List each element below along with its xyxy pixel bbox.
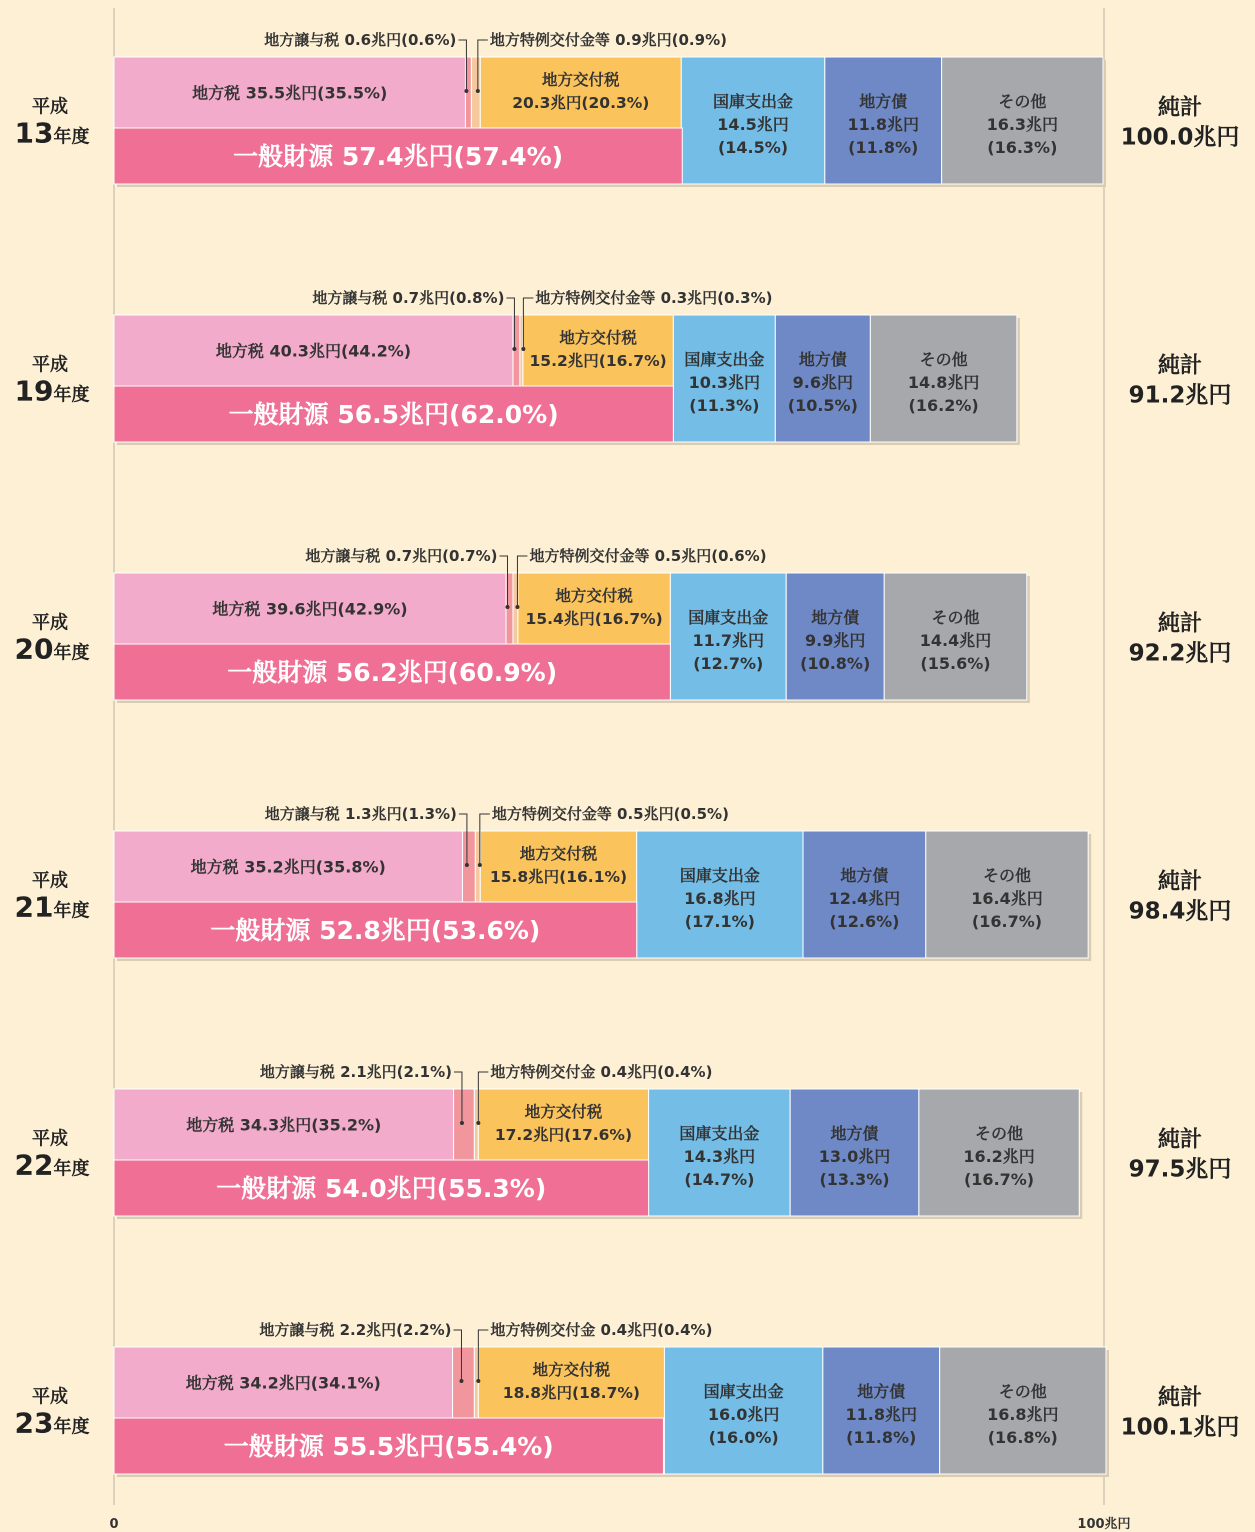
label-other: 16.4兆円 [971, 889, 1043, 908]
label-other: (15.6%) [920, 654, 991, 673]
label-other: 16.2兆円 [963, 1147, 1035, 1166]
label-bond: 9.6兆円 [792, 373, 854, 392]
total-label: 純計 [1157, 611, 1203, 637]
label-tax: 地方税 34.3兆円(35.2%) [186, 1115, 382, 1135]
label-bond: 地方債 [857, 1382, 906, 1401]
year-era-label: 平成 [32, 1128, 68, 1150]
general-label: 一般財源 56.2兆円(60.9%) [227, 658, 558, 687]
label-grant: 15.8兆円(16.1%) [489, 868, 628, 886]
total-value: 91.2兆円 [1128, 382, 1232, 409]
label-treasury: 11.7兆円 [692, 631, 765, 650]
label-other: その他 [998, 92, 1047, 111]
callout-dot-left [459, 1379, 463, 1383]
callout-dot-right [515, 605, 519, 609]
callout-transfer-tax: 地方譲与税 0.6兆円(0.6%) [264, 31, 457, 49]
label-treasury: (11.3%) [689, 396, 760, 415]
label-bond: 地方債 [830, 1124, 879, 1143]
label-treasury: 国庫支出金 [679, 1124, 760, 1143]
total-value: 100.1兆円 [1120, 1414, 1240, 1441]
total-value: 92.2兆円 [1128, 640, 1232, 667]
label-other: その他 [998, 1382, 1047, 1401]
label-bond: 11.8兆円 [847, 115, 919, 134]
label-treasury: (14.5%) [717, 138, 789, 157]
label-other: (16.7%) [971, 912, 1043, 931]
bar-segment-transfer [453, 1347, 475, 1418]
label-bond: (11.8%) [846, 1428, 917, 1447]
callout-dot-right [478, 863, 482, 867]
callout-special-grant: 地方特例交付金等 0.5兆円(0.5%) [491, 805, 729, 823]
label-bond: 13.0兆円 [818, 1147, 891, 1166]
year-era-label: 平成 [32, 612, 68, 634]
label-treasury: 国庫支出金 [688, 608, 769, 627]
year-era-label: 平成 [32, 1386, 68, 1408]
label-other: その他 [982, 866, 1031, 885]
general-label: 一般財源 54.0兆円(55.3%) [216, 1174, 547, 1203]
callout-special-grant: 地方特例交付金 0.4兆円(0.4%) [490, 1063, 713, 1081]
label-treasury: 国庫支出金 [713, 92, 794, 111]
year-number-label: 19年度 [14, 374, 90, 408]
label-treasury: 14.5兆円 [717, 115, 789, 134]
label-bond: (10.8%) [800, 654, 871, 673]
label-grant: 地方交付税 [559, 329, 637, 347]
callout-dot-left [465, 863, 469, 867]
label-treasury: (12.7%) [693, 654, 764, 673]
label-other: 14.8兆円 [907, 373, 980, 392]
label-tax: 地方税 35.5兆円(35.5%) [192, 83, 388, 103]
label-grant: 地方交付税 [542, 71, 620, 89]
total-label: 純計 [1157, 95, 1203, 121]
callout-dot-right [521, 347, 525, 351]
label-bond: 地方債 [840, 866, 889, 885]
label-grant: 地方交付税 [532, 1361, 611, 1379]
label-other: (16.7%) [963, 1170, 1035, 1189]
year-era-label: 平成 [32, 96, 68, 118]
callout-transfer-tax: 地方譲与税 1.3兆円(1.3%) [264, 805, 457, 823]
label-other: その他 [931, 608, 980, 627]
callout-special-grant: 地方特例交付金等 0.3兆円(0.3%) [535, 289, 773, 307]
callout-transfer-tax: 地方譲与税 2.2兆円(2.2%) [259, 1321, 452, 1339]
label-tax: 地方税 35.2兆円(35.8%) [190, 857, 386, 877]
label-grant: 地方交付税 [524, 1103, 603, 1121]
axis-min-label: 0 [109, 1517, 119, 1532]
label-bond: 11.8兆円 [845, 1405, 917, 1424]
label-treasury: 16.0兆円 [707, 1405, 780, 1424]
label-bond: 地方債 [859, 92, 908, 111]
total-value: 100.0兆円 [1120, 124, 1240, 151]
label-bond: 地方債 [798, 350, 847, 369]
label-grant: 地方交付税 [519, 845, 598, 863]
axis-max-label: 100兆円 [1077, 1517, 1131, 1532]
label-treasury: 14.3兆円 [683, 1147, 756, 1166]
year-number-label: 20年度 [14, 632, 90, 666]
total-value: 97.5兆円 [1128, 1156, 1232, 1183]
total-label: 純計 [1157, 1385, 1203, 1411]
callout-transfer-tax: 地方譲与税 0.7兆円(0.7%) [305, 547, 498, 565]
general-label: 一般財源 52.8兆円(53.6%) [210, 916, 541, 945]
label-treasury: 国庫支出金 [703, 1382, 784, 1401]
label-treasury: 国庫支出金 [684, 350, 765, 369]
label-tax: 地方税 40.3兆円(44.2%) [215, 341, 412, 361]
bar-segment-transfer [454, 1089, 475, 1160]
label-other: その他 [975, 1124, 1024, 1143]
label-grant: 18.8兆円(18.7%) [502, 1384, 640, 1402]
label-treasury: (17.1%) [684, 912, 755, 931]
year-number-label: 23年度 [14, 1406, 90, 1440]
label-grant: 15.4兆円(16.7%) [525, 610, 663, 628]
label-bond: 12.4兆円 [828, 889, 901, 908]
year-number-label: 22年度 [14, 1148, 90, 1182]
label-other: (16.2%) [908, 396, 979, 415]
label-grant: 15.2兆円(16.7%) [529, 352, 667, 370]
total-label: 純計 [1157, 1127, 1203, 1153]
label-bond: (10.5%) [787, 396, 858, 415]
general-label: 一般財源 56.5兆円(62.0%) [228, 400, 559, 429]
callout-transfer-tax: 地方譲与税 0.7兆円(0.8%) [312, 289, 505, 307]
label-other: 16.8兆円 [987, 1405, 1059, 1424]
callout-dot-right [476, 89, 480, 93]
label-bond: 9.9兆円 [805, 631, 866, 650]
label-grant: 地方交付税 [555, 587, 633, 605]
label-other: 16.3兆円 [986, 115, 1059, 134]
callout-dot-right [476, 1121, 480, 1125]
label-other: (16.3%) [987, 138, 1058, 157]
label-other: その他 [919, 350, 968, 369]
year-era-label: 平成 [32, 870, 68, 892]
label-treasury: 10.3兆円 [688, 373, 761, 392]
label-bond: (12.6%) [829, 912, 900, 931]
callout-transfer-tax: 地方譲与税 2.1兆円(2.1%) [259, 1063, 452, 1081]
label-treasury: 国庫支出金 [679, 866, 760, 885]
year-number-label: 13年度 [14, 116, 90, 150]
general-label: 一般財源 57.4兆円(57.4%) [233, 142, 564, 171]
callout-special-grant: 地方特例交付金 0.4兆円(0.4%) [490, 1321, 713, 1339]
label-bond: 地方債 [811, 608, 860, 627]
label-other: (16.8%) [987, 1428, 1058, 1447]
label-treasury: (16.0%) [708, 1428, 779, 1447]
callout-dot-left [464, 89, 468, 93]
label-tax: 地方税 34.2兆円(34.1%) [185, 1373, 381, 1393]
total-label: 純計 [1157, 869, 1203, 895]
callout-dot-left [460, 1121, 464, 1125]
label-treasury: 16.8兆円 [684, 889, 756, 908]
label-tax: 地方税 39.6兆円(42.9%) [212, 599, 408, 619]
total-value: 98.4兆円 [1128, 898, 1232, 925]
label-other: 14.4兆円 [919, 631, 992, 650]
callout-dot-left [512, 347, 516, 351]
bar-segment-transfer [462, 831, 475, 902]
label-bond: (13.3%) [819, 1170, 890, 1189]
year-era-label: 平成 [32, 354, 68, 376]
callout-special-grant: 地方特例交付金等 0.9兆円(0.9%) [489, 31, 727, 49]
total-label: 純計 [1157, 353, 1203, 379]
label-grant: 20.3兆円(20.3%) [512, 94, 650, 112]
general-label: 一般財源 55.5兆円(55.4%) [223, 1432, 554, 1461]
label-bond: (11.8%) [848, 138, 919, 157]
label-grant: 17.2兆円(17.6%) [494, 1126, 633, 1144]
callout-dot-left [506, 605, 510, 609]
callout-dot-right [476, 1379, 480, 1383]
callout-special-grant: 地方特例交付金等 0.5兆円(0.6%) [529, 547, 767, 565]
label-treasury: (14.7%) [684, 1170, 755, 1189]
year-number-label: 21年度 [14, 890, 90, 924]
